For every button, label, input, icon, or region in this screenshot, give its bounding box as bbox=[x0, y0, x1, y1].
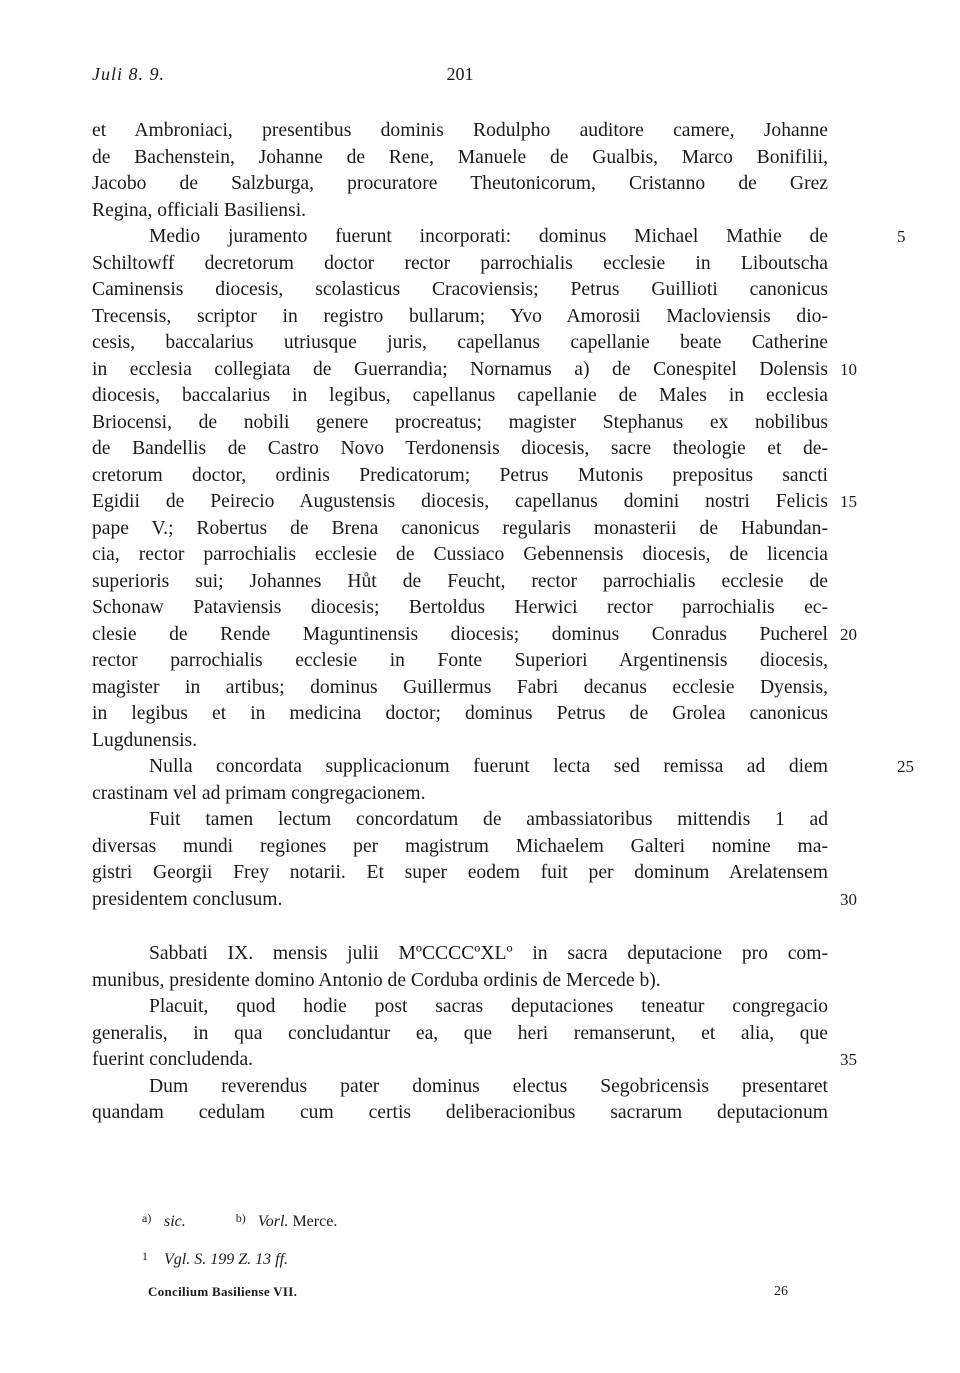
line-text: Medio juramento fuerunt incorporati: dominus Michael Mathie de bbox=[149, 226, 828, 247]
line-text: cretorum doctor, ordinis Predicatorum; Petrus Mutonis prepositus sancti bbox=[92, 464, 828, 486]
footnote-1-mark: 1 bbox=[142, 1249, 148, 1263]
text-line bbox=[92, 1074, 828, 1101]
line-text: generalis, in qua concludantur ea, que heri remanserunt, et alia, que bbox=[92, 1022, 828, 1044]
line-text: diocesis, baccalarius in legibus, capellanus capellanie de Males in ecclesia bbox=[92, 385, 828, 406]
text-line bbox=[92, 1021, 828, 1048]
text-line bbox=[92, 145, 828, 172]
line-text: in legibus et in medicina doctor; dominus Petrus de Grolea canonicus bbox=[92, 703, 828, 724]
line-text: in ecclesia collegiata de Guerrandia; Nornamus a) de Conespitel Dolensis bbox=[92, 358, 828, 380]
line-text: Schiltowff decretorum doctor rector parrochialis ecclesie in Liboutscha bbox=[92, 252, 828, 274]
signature-title: Concilium Basiliense VII. bbox=[148, 1284, 298, 1299]
line-text: cia, rector parrochialis ecclesie de Cussiaco Gebennensis diocesis, de licencia bbox=[92, 544, 828, 565]
text-line bbox=[92, 542, 828, 569]
signature-line bbox=[148, 1284, 788, 1306]
line-text: Nulla concordata supplicacionum fuerunt lecta sed remissa ad diem bbox=[149, 756, 828, 777]
line-text: fuerint concludenda. bbox=[92, 1049, 254, 1070]
line-number: 35 bbox=[840, 1050, 857, 1069]
text-line bbox=[92, 304, 828, 331]
text-line bbox=[92, 224, 906, 251]
line-text: Egidii de Peirecio Augustensis diocesis, capellanus domini nostri Felicis bbox=[92, 491, 828, 512]
text-line bbox=[92, 648, 828, 675]
line-text: Dum reverendus pater dominus electus Segobricensis presentaret bbox=[149, 1075, 828, 1097]
text-line bbox=[92, 754, 914, 781]
line-text: munibus, presidente domino Antonio de Corduba ordinis de Mercede b). bbox=[92, 969, 661, 991]
text-line bbox=[92, 622, 857, 649]
line-text: presidentem conclusum. bbox=[92, 888, 283, 910]
line-number: 15 bbox=[840, 492, 857, 511]
text-line bbox=[92, 410, 828, 437]
text-line bbox=[92, 198, 828, 225]
line-text: rector parrochialis ecclesie in Fonte Superiori Argentinensis diocesis, bbox=[92, 650, 828, 671]
line-text: cesis, baccalarius utriusque juris, capellanus capellanie beate Catherine bbox=[92, 332, 828, 353]
line-text: gistri Georgii Frey notarii. Et super eodem fuit per dominum Arelatensem bbox=[92, 862, 828, 883]
text-line bbox=[92, 968, 828, 995]
text-line bbox=[92, 463, 828, 490]
main-text bbox=[92, 118, 914, 1127]
line-text: pape V.; Robertus de Brena canonicus regularis monasterii de Habundan- bbox=[92, 517, 828, 539]
text-line bbox=[92, 489, 857, 516]
footnote-b-text: Merce. bbox=[292, 1213, 338, 1230]
text-line bbox=[92, 728, 828, 755]
text-line bbox=[92, 330, 828, 357]
footnote-b-prefix: Vorl. bbox=[257, 1213, 289, 1230]
line-text: Sabbati IX. mensis julii MºCCCCºXLº in sacra deputacione pro com- bbox=[149, 943, 828, 964]
line-text: Regina, officiali Basiliensi. bbox=[92, 199, 307, 221]
page-number: 201 bbox=[446, 64, 474, 84]
line-text: Jacobo de Salzburga, procuratore Theutonicorum, Cristanno de Grez bbox=[92, 173, 828, 194]
footnote-critical bbox=[142, 1204, 742, 1232]
footnote-b-mark: b) bbox=[235, 1211, 246, 1225]
text-line bbox=[92, 357, 857, 384]
line-number: 30 bbox=[840, 889, 857, 909]
line-number: 20 bbox=[840, 624, 857, 644]
line-text: Placuit, quod hodie post sacras deputaciones teneatur congregacio bbox=[149, 996, 828, 1017]
text-line bbox=[92, 569, 828, 596]
section-gap bbox=[92, 913, 828, 941]
text-line bbox=[92, 1047, 857, 1074]
line-text: crastinam vel ad primam congregacionem. bbox=[92, 782, 426, 804]
text-line bbox=[92, 118, 828, 145]
line-text: Briocensi, de nobili genere procreatus; magister Stephanus ex nobilibus bbox=[92, 411, 828, 433]
text-line bbox=[92, 1100, 828, 1127]
text-line bbox=[92, 781, 828, 808]
line-text: Fuit tamen lectum concordatum de ambassiatoribus mittendis 1 ad bbox=[149, 809, 828, 830]
footnote-a-text: sic. bbox=[164, 1213, 186, 1230]
text-line bbox=[92, 516, 828, 543]
footnote-a-mark: a) bbox=[142, 1211, 152, 1225]
line-text: de Bachenstein, Johanne de Rene, Manuele de Gualbis, Marco Bonifilii, bbox=[92, 146, 828, 168]
footnote-1-text: Vgl. S. 199 Z. 13 ff. bbox=[164, 1251, 289, 1268]
text-line bbox=[92, 675, 828, 702]
footnote-numbered bbox=[142, 1242, 742, 1270]
line-number: 5 bbox=[897, 227, 906, 246]
signature-number: 26 bbox=[774, 1284, 788, 1299]
text-line bbox=[92, 595, 828, 622]
line-text: Caminensis diocesis, scolasticus Cracoviensis; Petrus Guillioti canonicus bbox=[92, 279, 828, 300]
text-line bbox=[92, 436, 828, 463]
line-text: quandam cedulam cum certis deliberacionibus sacrarum deputacionum bbox=[92, 1102, 828, 1123]
line-text: Lugdunensis. bbox=[92, 729, 198, 751]
text-line bbox=[92, 701, 828, 728]
text-line bbox=[92, 171, 828, 198]
line-number: 10 bbox=[840, 359, 857, 379]
text-line bbox=[92, 277, 828, 304]
line-text: et Ambroniaci, presentibus dominis Rodulpho auditore camere, Johanne bbox=[92, 120, 828, 141]
footnotes bbox=[142, 1204, 742, 1270]
text-line bbox=[92, 251, 828, 278]
page-header bbox=[92, 64, 828, 90]
line-text: Schonaw Pataviensis diocesis; Bertoldus Herwici rector parrochialis ec- bbox=[92, 597, 828, 618]
line-text: magister in artibus; dominus Guillermus Fabri decanus ecclesie Dyensis, bbox=[92, 676, 828, 698]
text-line bbox=[92, 834, 828, 861]
text-line bbox=[92, 860, 828, 887]
text-line bbox=[92, 994, 828, 1021]
line-text: superioris sui; Johannes Hůt de Feucht, rector parrochialis ecclesie de bbox=[92, 570, 828, 592]
text-line bbox=[92, 807, 828, 834]
running-head: Juli 8. 9. bbox=[92, 64, 165, 84]
line-text: Trecensis, scriptor in registro bullarum; Yvo Amorosii Macloviensis dio- bbox=[92, 305, 828, 327]
text-line bbox=[92, 887, 857, 914]
line-text: clesie de Rende Maguntinensis diocesis; dominus Conradus Pucherel bbox=[92, 623, 828, 645]
line-number: 25 bbox=[897, 757, 914, 776]
text-line bbox=[92, 383, 828, 410]
line-text: de Bandellis de Castro Novo Terdonensis diocesis, sacre theologie et de- bbox=[92, 438, 828, 459]
text-line bbox=[92, 941, 828, 968]
line-text: diversas mundi regiones per magistrum Michaelem Galteri nomine ma- bbox=[92, 835, 828, 857]
